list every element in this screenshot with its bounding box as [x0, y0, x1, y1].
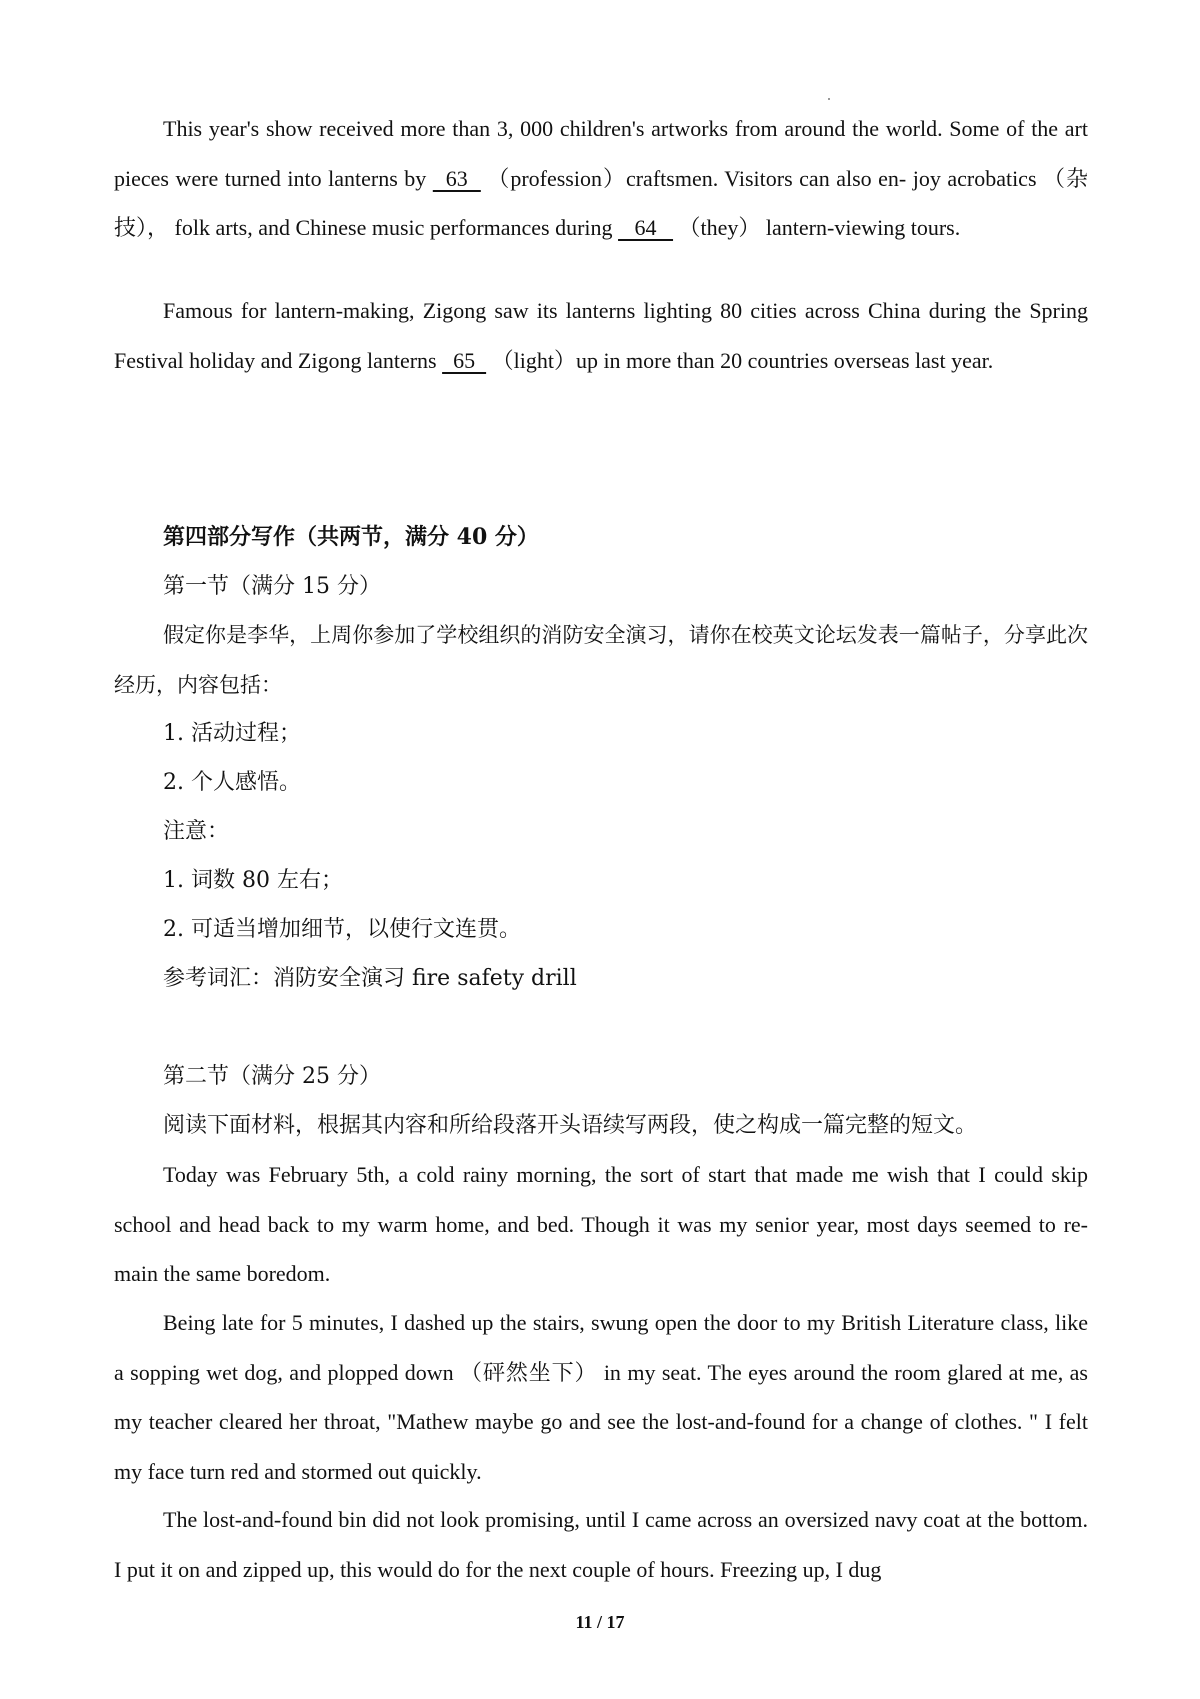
section-2-title: 第二节（满分 25 分）	[163, 1064, 381, 1089]
passage-text: （profession）craftsmen. Visitors can also en- joy acrobatics （杂技）， folk arts, and Chinese music performances during	[114, 165, 1089, 241]
content-item-2: 2. 个人感悟。	[163, 770, 301, 795]
page-number: 11 / 17	[575, 1612, 625, 1632]
story-paragraph-3: The lost-and-found bin did not look promising, until I came across an oversized navy coat at the bottom. I put it on and zipped up, this would do for the next couple of hours. Freezing up, I dug	[114, 1507, 1088, 1582]
blank-65: 65	[442, 347, 487, 373]
note-item-1: 1. 词数 80 左右；	[163, 868, 343, 893]
content-item-1: 1. 活动过程；	[163, 721, 301, 746]
passage-paragraph-1	[114, 104, 1088, 253]
scan-mark	[828, 98, 830, 100]
story-paragraph-2: Being late for 5 minutes, I dashed up the stairs, swung open the door to my British Literature class, like a sopping wet dog, and plopped down （砰然坐下） in my seat. The eyes around the room glared at me, as my teacher cleared her throat, "Mathew maybe go and see the lost-and-found for a change of clothes. " I felt my face turn red and stormed out quickly.	[114, 1310, 1088, 1484]
passage-text: Famous for lantern-making, Zigong saw its lanterns lighting 80 cities across China during the Spring Festival holiday and Zigong lanterns	[114, 298, 1088, 373]
passage-text: This year's show received more than 3, 000 children's artworks from around the world. Some of the art pieces were turned into lanterns by	[114, 116, 1088, 191]
section-1-title: 第一节（满分 15 分）	[163, 574, 381, 599]
passage-text: （they） lantern-viewing tours.	[673, 215, 961, 241]
story-paragraph-1: Today was February 5th, a cold rainy morning, the sort of start that made me wish that I could skip school and head back to my warm home, and bed. Though it was my senior year, most days seemed to re- main the same boredom.	[114, 1162, 1088, 1287]
section-1-prompt: 假定你是李华，上周你参加了学校组织的消防安全演习，请你在校英文论坛发表一篇帖子，分享此次经历，内容包括：	[114, 623, 1088, 697]
section-2-instruction: 阅读下面材料，根据其内容和所给段落开头语续写两段，使之构成一篇完整的短文。	[163, 1113, 978, 1138]
note-item-2: 2. 可适当增加细节，以使行文连贯。	[163, 917, 521, 942]
note-label: 注意：	[163, 819, 230, 844]
blank-64: 64	[618, 215, 674, 241]
blank-63: 63	[432, 165, 481, 191]
reference-vocabulary: 参考词汇：消防安全演习 fire safety drill	[163, 966, 577, 991]
passage-text: （light）up in more than 20 countries overseas last year.	[486, 347, 994, 373]
part-title: 第四部分写作（共两节，满分 40 分）	[163, 524, 539, 550]
passage-paragraph-2	[114, 286, 1088, 385]
